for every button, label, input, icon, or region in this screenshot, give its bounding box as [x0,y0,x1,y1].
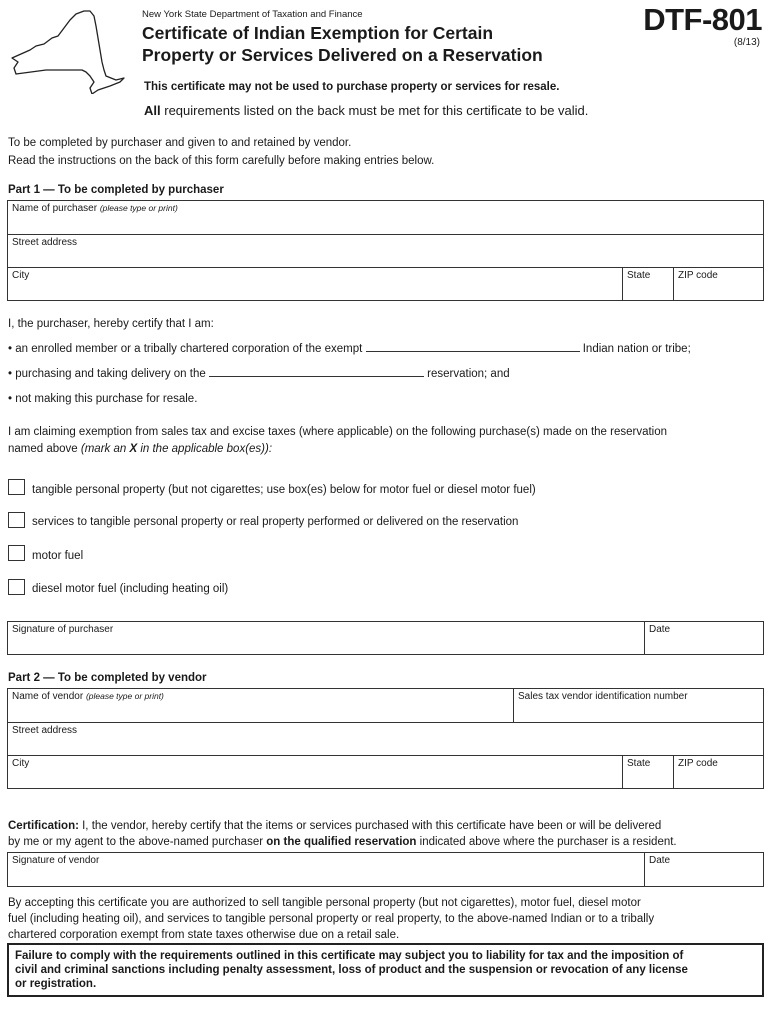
vendor-certification-line-2: by me or my agent to the above-named purchaser on the qualified reservation indicated above where the purchaser is a resident. [8,836,677,848]
resale-notice: This certificate may not be used to purchase property or services for resale. [144,81,560,93]
purchaser-date-field[interactable]: Date [644,622,763,654]
intro-line-2: Read the instructions on the back of this form carefully before making entries below. [8,155,435,167]
purchaser-city-field[interactable]: City [12,270,30,281]
checkbox-services[interactable] [8,512,25,528]
checkbox-tangible-property[interactable] [8,479,25,495]
purchaser-name-field[interactable]: Name of purchaser (please type or print) [8,201,763,235]
part1-heading: Part 1 — To be completed by purchaser [8,184,224,196]
vendor-signature-box [7,852,764,887]
vendor-state-field[interactable]: State [622,756,673,788]
acceptance-line-1: By accepting this certificate you are authorized to sell tangible personal property (but not cigarettes), motor fuel, diesel motor [8,897,641,909]
vendor-date-field[interactable]: Date [644,853,763,886]
purchaser-info-box [7,200,764,301]
purchaser-signature-field[interactable]: Signature of purchaser [12,624,114,635]
vendor-certification-line-1: Certification: I, the vendor, hereby certify that the items or services purchased with this certificate have been or will be delivered [8,820,662,832]
checkbox-motor-fuel[interactable] [8,545,25,561]
vendor-zip-field[interactable]: ZIP code [673,756,763,788]
department-name: New York State Department of Taxation and Finance [142,9,363,20]
requirements-notice: All requirements listed on the back must be met for this certificate to be valid. [144,103,589,118]
purchaser-street-field[interactable] [8,235,763,268]
form-title: Certificate of Indian Exemption for Certain Property or Services Delivered on a Reservation [142,23,543,65]
checkbox-diesel-fuel[interactable] [8,579,25,595]
bullet-not-resale: • not making this purchase for resale. [8,393,198,405]
vendor-city-field[interactable]: City [12,758,30,769]
label-diesel-fuel: diesel motor fuel (including heating oil) [32,583,229,595]
part2-heading: Part 2 — To be completed by vendor [8,672,207,684]
purchaser-street-label: Street address [12,237,78,248]
vendor-signature-field[interactable]: Signature of vendor [12,855,100,866]
vendor-name-field[interactable]: Name of vendor (please type or print) [12,691,164,702]
claim-text-line-2: named above (mark an X in the applicable box(es)): [8,443,273,455]
new-york-state-outline-icon [6,6,132,94]
certify-intro: I, the purchaser, hereby certify that I am: [8,318,214,330]
form-number: DTF-801 [643,2,762,37]
acceptance-line-3: chartered corporation exempt from state taxes otherwise due on a retail sale. [8,929,400,941]
reservation-name-field[interactable] [209,366,424,377]
purchaser-city-row [8,268,763,300]
vendor-info-box [7,688,764,789]
label-services: services to tangible personal property or real property performed or delivered on the reservation [32,516,519,528]
purchaser-zip-field[interactable]: ZIP code [673,268,763,300]
purchaser-name-label: Name of purchaser [12,203,98,214]
purchaser-signature-box [7,621,764,655]
vendor-street-field[interactable]: Street address [8,723,763,756]
bullet-enrolled-member: • an enrolled member or a tribally chartered corporation of the exempt Indian nation or tribe; [8,343,691,355]
claim-text-line-1: I am claiming exemption from sales tax and excise taxes (where applicable) on the following purchase(s) made on the reservation [8,426,668,438]
label-motor-fuel: motor fuel [32,550,84,562]
label-tangible-property: tangible personal property (but not cigarettes; use box(es) below for motor fuel or diesel motor fuel) [32,484,536,496]
purchaser-state-field[interactable]: State [622,268,673,300]
intro-line-1: To be completed by purchaser and given to and retained by vendor. [8,137,352,149]
acceptance-line-2: fuel (including heating oil), and services to tangible personal property or real property, to the above-named Indian or to a tribally [8,913,655,925]
penalty-warning-box: Failure to comply with the requirements outlined in this certificate may subject you to liability for tax and the imposition of civil and criminal sanctions including penalty assessment, loss of product and the suspension or revocation of any license or registration. [7,943,764,997]
tribe-name-field[interactable] [366,341,580,352]
vendor-id-field[interactable]: Sales tax vendor identification number [513,689,763,722]
revision-date: (8/13) [733,37,760,48]
bullet-delivery: • purchasing and taking delivery on the reservation; and [8,368,510,380]
